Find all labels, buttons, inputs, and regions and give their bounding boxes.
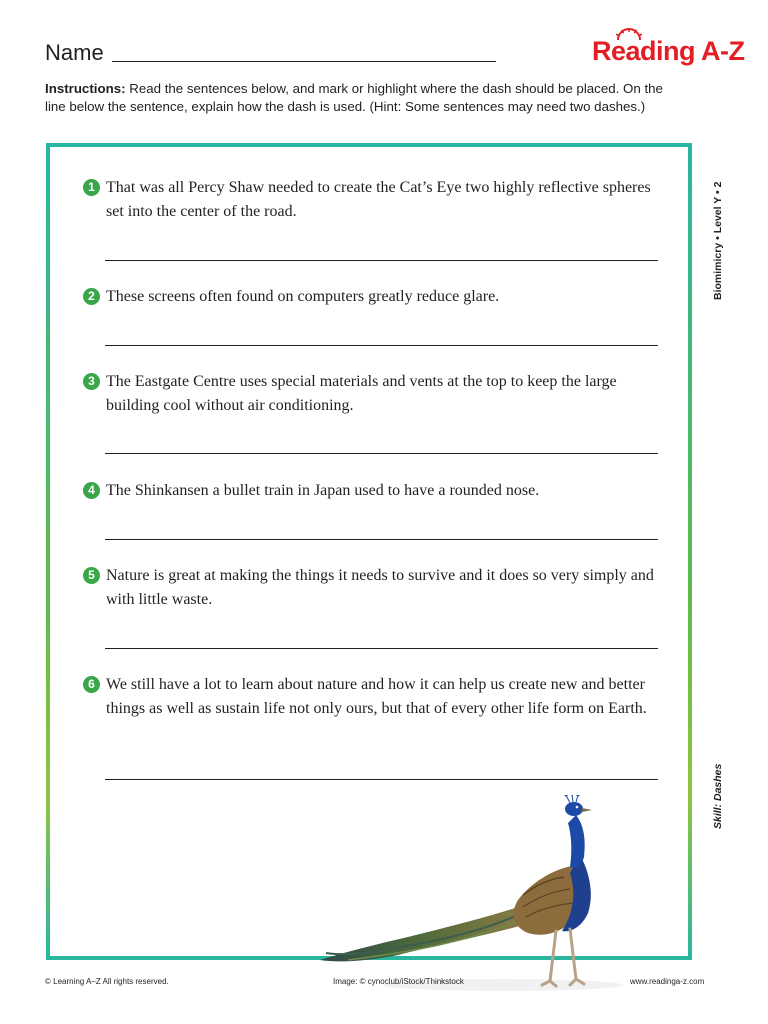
instructions-text: Read the sentences below, and mark or highlight where the dash should be placed. On the line below the sentence, explain how the dash is used. (Hint: Some sentences may need two dashes.) [45,81,663,114]
footer-website[interactable]: www.readinga-z.com [630,977,705,986]
logo-text: Reading A-Z [592,36,745,66]
question-number: 1 [83,179,100,196]
side-title: Biomimicry • Level Y • 2 [712,181,724,300]
question-6 [83,673,658,720]
name-row [45,40,496,66]
question-text: The Shinkansen a bullet train in Japan used to have a rounded nose. [106,482,540,499]
side-skill: Skill: Dashes [712,763,724,829]
answer-line-4[interactable] [105,539,658,540]
instructions-lead: Instructions: [45,81,126,96]
question-4 [83,479,658,503]
question-5 [83,564,658,611]
name-label: Name [45,40,104,65]
question-2 [83,285,658,309]
question-text: These screens often found on computers greatly reduce glare. [106,288,500,305]
question-1 [83,176,658,223]
name-line[interactable] [112,61,496,62]
question-text: The Eastgate Centre uses special materials and vents at the top to keep the large building cool without air conditioning. [106,373,617,414]
footer-copyright: © Learning A–Z All rights reserved. [45,977,169,986]
question-text: We still have a lot to learn about nature and how it can help us create new and better things as well as sustain life not only ours, but that of every other life form on Earth. [106,676,647,717]
question-text: Nature is great at making the things it needs to survive and it does so very simply and with little waste. [106,567,654,608]
question-3 [83,370,658,417]
question-text: That was all Percy Shaw needed to create the Cat’s Eye two highly reflective spheres set into the center of the road. [106,179,651,220]
answer-line-5[interactable] [105,648,658,649]
question-number: 2 [83,288,100,305]
reading-az-logo [592,28,745,72]
question-number: 6 [83,676,100,693]
footer-image-credit: Image: © cynoclub/iStock/Thinkstock [333,977,464,986]
peacock-image [318,795,638,995]
answer-line-1[interactable] [105,260,658,261]
question-number: 4 [83,482,100,499]
answer-line-6[interactable] [105,779,658,780]
question-number: 5 [83,567,100,584]
instructions [45,80,685,116]
answer-line-3[interactable] [105,453,658,454]
answer-line-2[interactable] [105,345,658,346]
question-number: 3 [83,373,100,390]
